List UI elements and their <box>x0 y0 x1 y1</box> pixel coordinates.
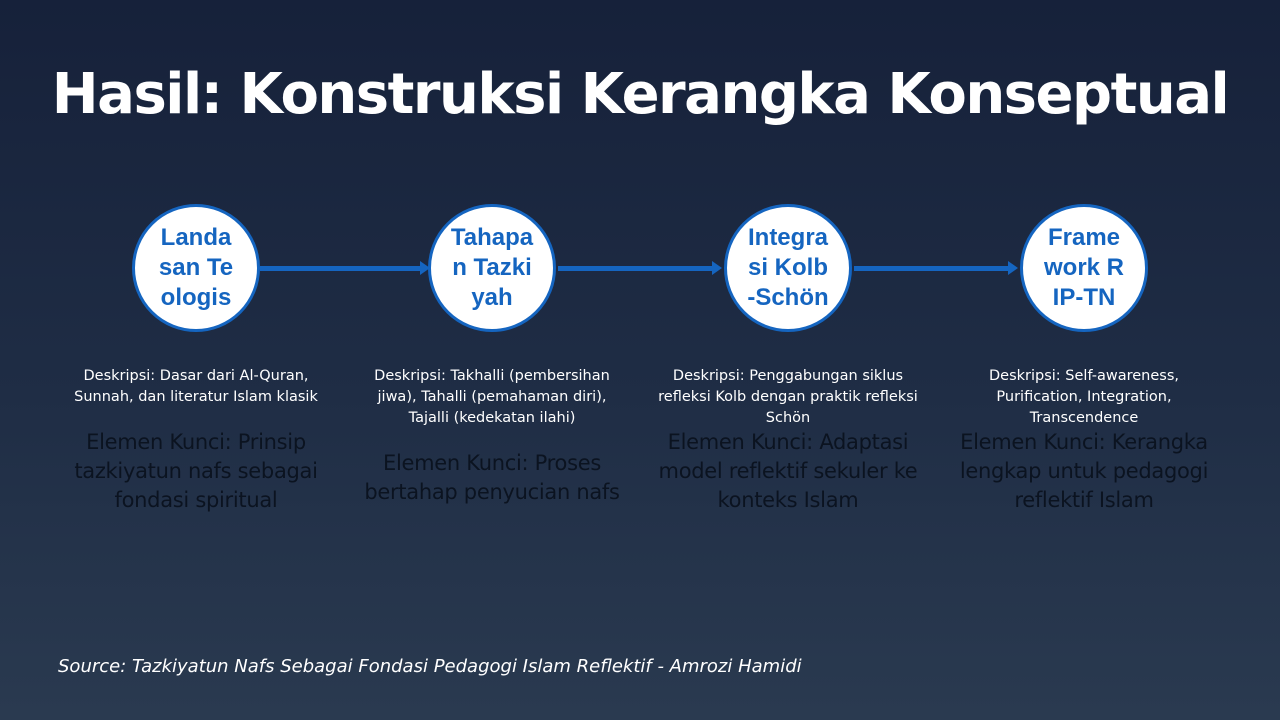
arrow-connector-2 <box>558 266 716 271</box>
arrow-connector-1 <box>260 266 424 271</box>
step-node-framework-rip-tn <box>1020 204 1148 332</box>
step-key-element: Elemen Kunci: Kerangka lengkap untuk pedagogi reflektif Islam <box>959 430 1209 512</box>
step-node-tahapan-tazkiyah <box>428 204 556 332</box>
step-description: Deskripsi: Penggabungan siklus refleksi Kolb dengan praktik refleksi Schön <box>658 368 918 426</box>
step-key-element: Elemen Kunci: Prinsip tazkiyatun nafs sebagai fondasi spiritual <box>74 430 318 512</box>
step-key-element: Elemen Kunci: Proses bertahap penyucian nafs <box>364 451 620 504</box>
step-label: Framework RIP-TN <box>1043 224 1124 311</box>
source-citation: Source: Tazkiyatun Nafs Sebagai Fondasi Pedagogi Islam Reflektif - Amrozi Hamidi <box>58 656 802 677</box>
step-description: Deskripsi: Self-awareness, Purification, Integration, Transcendence <box>988 368 1180 426</box>
step-node-integrasi-kolb-schon <box>724 204 852 332</box>
step-label: Landasan Teologis <box>158 224 234 311</box>
slide-title: Hasil: Konstruksi Kerangka Konseptual <box>51 62 1229 127</box>
step-node-landasan-teologis <box>132 204 260 332</box>
arrow-connector-3 <box>854 266 1012 271</box>
step-label: Integrasi Kolb-Schön <box>747 224 829 311</box>
step-label: Tahapan Tazkiyah <box>450 224 534 311</box>
step-description: Deskripsi: Dasar dari Al-Quran, Sunnah, dan literatur Islam klasik <box>74 368 318 405</box>
step-key-element: Elemen Kunci: Adaptasi model reflektif sekuler ke konteks Islam <box>658 430 918 512</box>
step-description: Deskripsi: Takhalli (pembersihan jiwa), Tahalli (pemahaman diri), Tajalli (kedekatan ilahi) <box>374 368 610 426</box>
